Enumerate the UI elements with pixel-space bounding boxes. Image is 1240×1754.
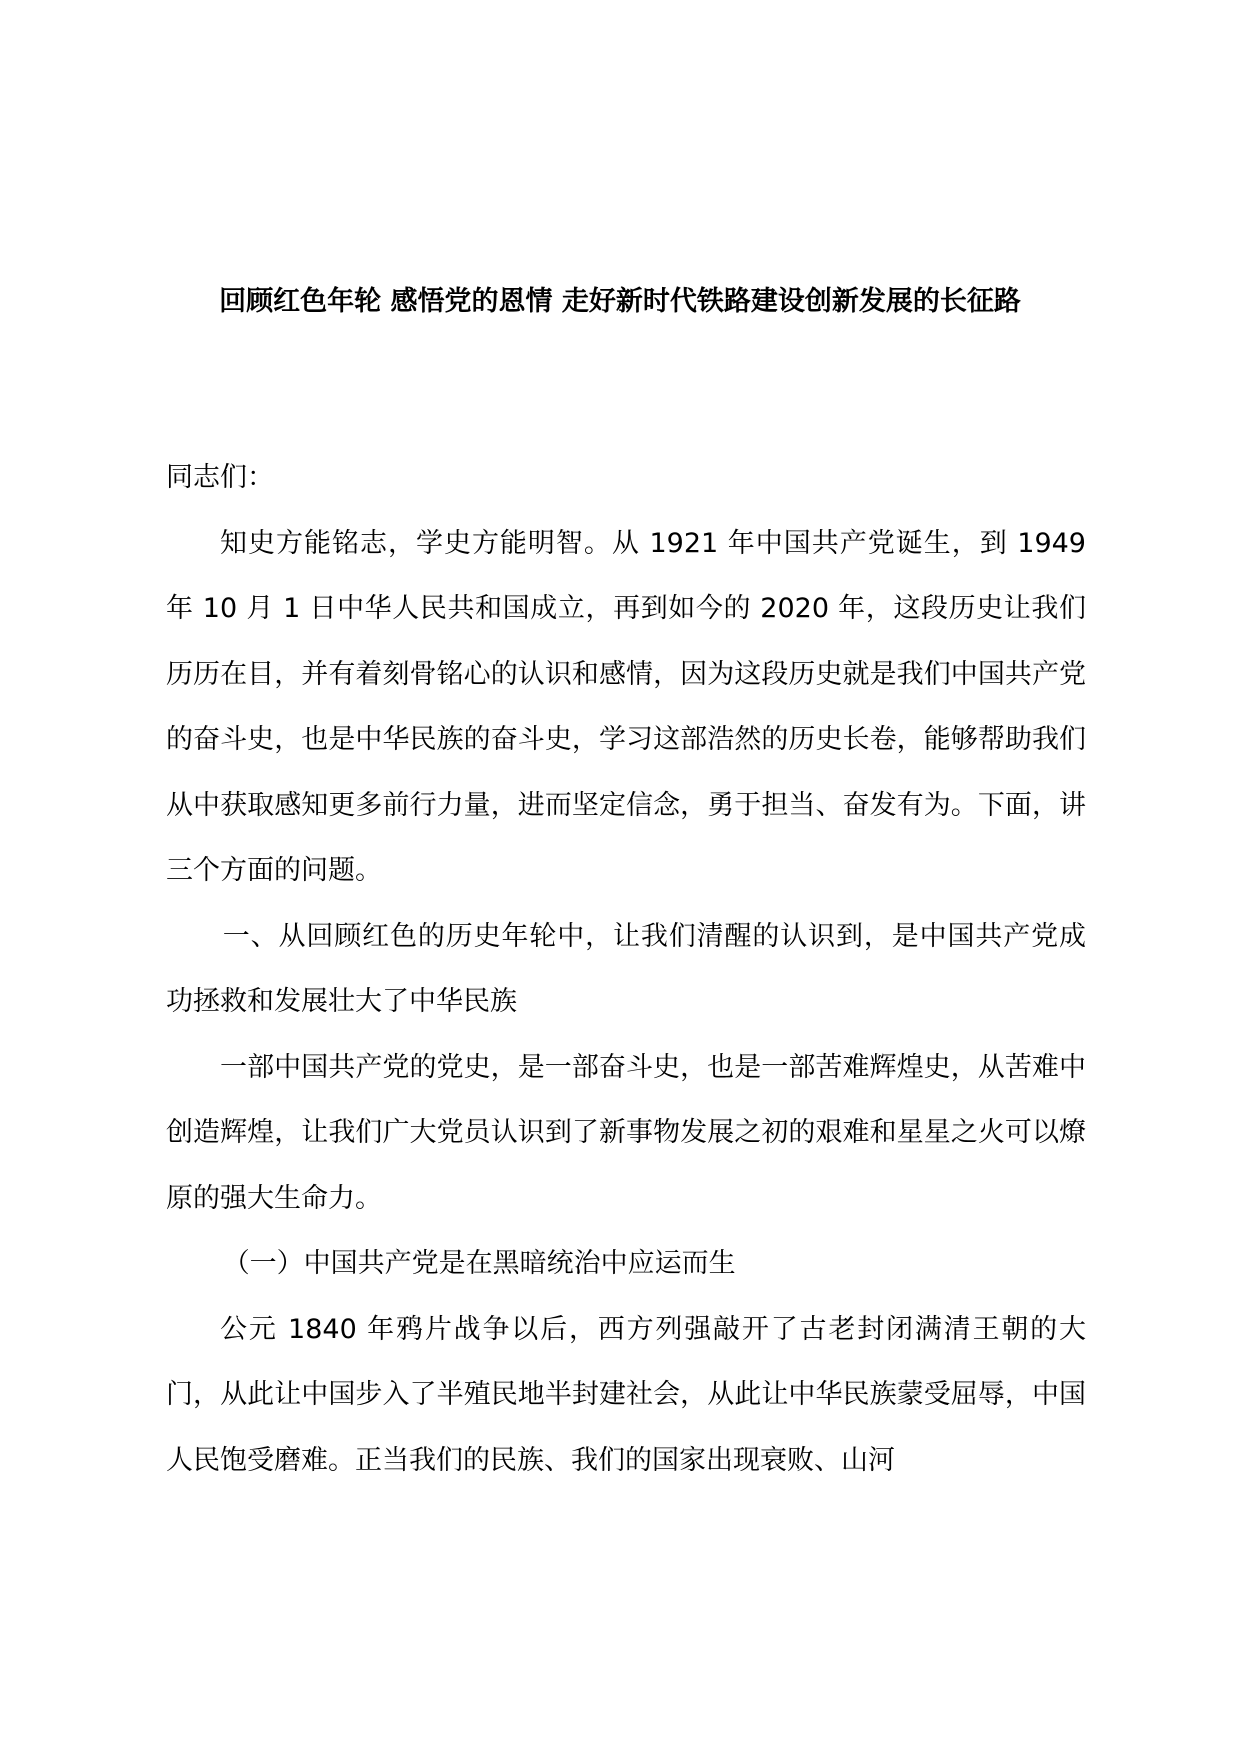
subsection-heading-1: （一）中国共产党是在黑暗统治中应运而生 bbox=[222, 1248, 736, 1279]
section-heading-1: 一、从回顾红色的历史年轮中，让我们清醒的认识到，是中国共产党成功拯救和发展壮大了中华民族 bbox=[166, 920, 1086, 1017]
document-title: 回顾红色年轮 感悟党的恩情 走好新时代铁路建设创新发展的长征路 bbox=[219, 286, 1021, 317]
salutation: 同志们： bbox=[166, 462, 274, 493]
paragraph-subsection-1: 公元 1840 年鸦片战争以后，西方列强敲开了古老封闭满清王朝的大门，从此让中国步入了半殖民地半封建社会，从此让中华民族蒙受屈辱，中国人民饱受磨难。正当我们的民族、我们的国家出现衰败、山河 bbox=[166, 1313, 1086, 1476]
document-body bbox=[166, 445, 1086, 1493]
paragraph-intro: 知史方能铭志，学史方能明智。从 1921 年中国共产党诞生，到 1949 年 10 月 1 日中华人民共和国成立，再到如今的 2020 年，这段历史让我们历历在目，并有着刻骨铭心的认识和感情，因为这段历史就是我们中国共产党的奋斗史，也是中华民族的奋斗史，学习这部浩然的历史长卷，能够帮助我们从中获取感知更多前行力量，进而坚定信念，勇于担当、奋发有为。下面，讲三个方面的问题。 bbox=[166, 527, 1086, 886]
paragraph-section-1: 一部中国共产党的党史，是一部奋斗史，也是一部苦难辉煌史，从苦难中创造辉煌，让我们广大党员认识到了新事物发展之初的艰难和星星之火可以燎原的强大生命力。 bbox=[166, 1051, 1086, 1214]
